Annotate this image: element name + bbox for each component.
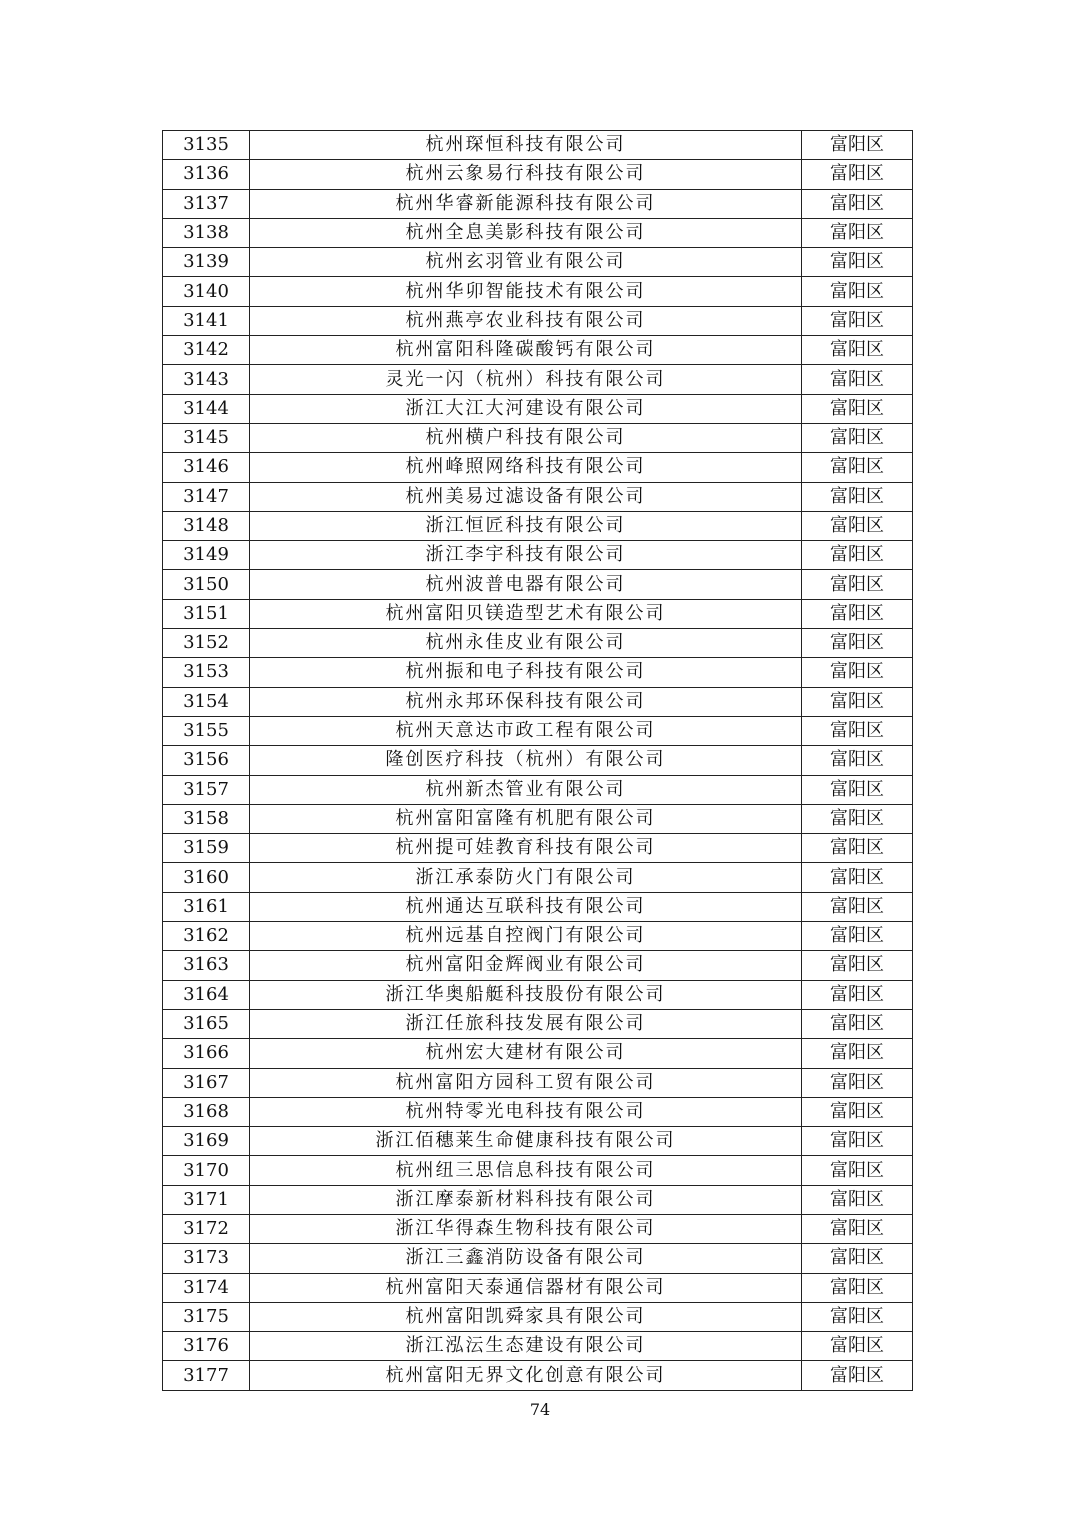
row-number: 3136: [163, 160, 250, 189]
district-name: 富阳区: [802, 511, 913, 540]
company-name: 杭州通达互联科技有限公司: [250, 892, 802, 921]
row-number: 3144: [163, 394, 250, 423]
table-row: [163, 1273, 913, 1302]
table-row: [163, 1332, 913, 1361]
row-number: 3138: [163, 218, 250, 247]
district-name: 富阳区: [802, 394, 913, 423]
district-name: 富阳区: [802, 1214, 913, 1243]
table-row: [163, 1302, 913, 1331]
table-row: [163, 863, 913, 892]
table-row: [163, 1214, 913, 1243]
company-name: 杭州玄羽管业有限公司: [250, 248, 802, 277]
company-name: 浙江泓沄生态建设有限公司: [250, 1332, 802, 1361]
district-name: 富阳区: [802, 248, 913, 277]
company-list-body: [163, 131, 913, 1391]
row-number: 3158: [163, 804, 250, 833]
company-name: 杭州华卯智能技术有限公司: [250, 277, 802, 306]
company-name: 杭州富阳科隆碳酸钙有限公司: [250, 336, 802, 365]
row-number: 3148: [163, 511, 250, 540]
row-number: 3166: [163, 1039, 250, 1068]
table-row: [163, 980, 913, 1009]
district-name: 富阳区: [802, 1009, 913, 1038]
table-row: [163, 218, 913, 247]
row-number: 3145: [163, 423, 250, 452]
district-name: 富阳区: [802, 863, 913, 892]
table-row: [163, 306, 913, 335]
row-number: 3163: [163, 951, 250, 980]
company-name: 杭州新杰管业有限公司: [250, 775, 802, 804]
row-number: 3174: [163, 1273, 250, 1302]
row-number: 3168: [163, 1097, 250, 1126]
company-name: 杭州富阳富隆有机肥有限公司: [250, 804, 802, 833]
district-name: 富阳区: [802, 1127, 913, 1156]
table-row: [163, 687, 913, 716]
row-number: 3167: [163, 1068, 250, 1097]
company-name: 杭州永佳皮业有限公司: [250, 629, 802, 658]
district-name: 富阳区: [802, 834, 913, 863]
row-number: 3160: [163, 863, 250, 892]
table-row: [163, 1244, 913, 1273]
table-row: [163, 365, 913, 394]
table-row: [163, 453, 913, 482]
row-number: 3162: [163, 922, 250, 951]
district-name: 富阳区: [802, 131, 913, 160]
row-number: 3147: [163, 482, 250, 511]
company-name: 杭州永邦环保科技有限公司: [250, 687, 802, 716]
company-name: 浙江大江大河建设有限公司: [250, 394, 802, 423]
company-list-table: [162, 130, 913, 1391]
district-name: 富阳区: [802, 336, 913, 365]
district-name: 富阳区: [802, 453, 913, 482]
row-number: 3141: [163, 306, 250, 335]
row-number: 3142: [163, 336, 250, 365]
company-name: 浙江三鑫消防设备有限公司: [250, 1244, 802, 1273]
table-row: [163, 658, 913, 687]
table-row: [163, 160, 913, 189]
table-row: [163, 336, 913, 365]
district-name: 富阳区: [802, 716, 913, 745]
table-row: [163, 1361, 913, 1390]
table-row: [163, 951, 913, 980]
row-number: 3155: [163, 716, 250, 745]
district-name: 富阳区: [802, 160, 913, 189]
table-row: [163, 892, 913, 921]
row-number: 3159: [163, 834, 250, 863]
table-row: [163, 1068, 913, 1097]
row-number: 3143: [163, 365, 250, 394]
district-name: 富阳区: [802, 423, 913, 452]
company-name: 杭州远基自控阀门有限公司: [250, 922, 802, 951]
table-row: [163, 277, 913, 306]
district-name: 富阳区: [802, 1361, 913, 1390]
district-name: 富阳区: [802, 541, 913, 570]
company-name: 浙江李宇科技有限公司: [250, 541, 802, 570]
company-name: 灵光一闪（杭州）科技有限公司: [250, 365, 802, 394]
table-row: [163, 775, 913, 804]
row-number: 3169: [163, 1127, 250, 1156]
company-name: 杭州云象易行科技有限公司: [250, 160, 802, 189]
company-name: 杭州天意达市政工程有限公司: [250, 716, 802, 745]
district-name: 富阳区: [802, 892, 913, 921]
district-name: 富阳区: [802, 775, 913, 804]
company-name: 杭州振和电子科技有限公司: [250, 658, 802, 687]
company-name: 杭州提可娃教育科技有限公司: [250, 834, 802, 863]
district-name: 富阳区: [802, 922, 913, 951]
row-number: 3153: [163, 658, 250, 687]
row-number: 3175: [163, 1302, 250, 1331]
district-name: 富阳区: [802, 482, 913, 511]
table-row: [163, 599, 913, 628]
row-number: 3151: [163, 599, 250, 628]
table-row: [163, 423, 913, 452]
row-number: 3176: [163, 1332, 250, 1361]
district-name: 富阳区: [802, 804, 913, 833]
company-name: 杭州华睿新能源科技有限公司: [250, 189, 802, 218]
company-name: 杭州富阳无界文化创意有限公司: [250, 1361, 802, 1390]
district-name: 富阳区: [802, 687, 913, 716]
table-row: [163, 541, 913, 570]
district-name: 富阳区: [802, 1039, 913, 1068]
district-name: 富阳区: [802, 218, 913, 247]
district-name: 富阳区: [802, 1244, 913, 1273]
row-number: 3146: [163, 453, 250, 482]
district-name: 富阳区: [802, 570, 913, 599]
row-number: 3139: [163, 248, 250, 277]
table-row: [163, 834, 913, 863]
district-name: 富阳区: [802, 658, 913, 687]
row-number: 3150: [163, 570, 250, 599]
row-number: 3172: [163, 1214, 250, 1243]
district-name: 富阳区: [802, 951, 913, 980]
row-number: 3137: [163, 189, 250, 218]
row-number: 3154: [163, 687, 250, 716]
row-number: 3140: [163, 277, 250, 306]
district-name: 富阳区: [802, 1302, 913, 1331]
company-name: 杭州富阳天泰通信器材有限公司: [250, 1273, 802, 1302]
table-row: [163, 922, 913, 951]
district-name: 富阳区: [802, 746, 913, 775]
table-row: [163, 511, 913, 540]
table-row: [163, 482, 913, 511]
table-row: [163, 1009, 913, 1038]
district-name: 富阳区: [802, 980, 913, 1009]
table-row: [163, 131, 913, 160]
table-row: [163, 804, 913, 833]
company-name: 浙江华奥船艇科技股份有限公司: [250, 980, 802, 1009]
row-number: 3171: [163, 1185, 250, 1214]
company-name: 杭州美易过滤设备有限公司: [250, 482, 802, 511]
company-name: 杭州富阳贝镁造型艺术有限公司: [250, 599, 802, 628]
district-name: 富阳区: [802, 1156, 913, 1185]
district-name: 富阳区: [802, 365, 913, 394]
table-row: [163, 1156, 913, 1185]
district-name: 富阳区: [802, 1332, 913, 1361]
company-name: 杭州特零光电科技有限公司: [250, 1097, 802, 1126]
row-number: 3157: [163, 775, 250, 804]
company-name: 浙江佰穗莱生命健康科技有限公司: [250, 1127, 802, 1156]
row-number: 3135: [163, 131, 250, 160]
company-name: 杭州横户科技有限公司: [250, 423, 802, 452]
company-name: 杭州琛恒科技有限公司: [250, 131, 802, 160]
company-name: 杭州宏大建材有限公司: [250, 1039, 802, 1068]
row-number: 3164: [163, 980, 250, 1009]
district-name: 富阳区: [802, 1185, 913, 1214]
table-row: [163, 570, 913, 599]
company-name: 杭州富阳金辉阀业有限公司: [250, 951, 802, 980]
row-number: 3170: [163, 1156, 250, 1185]
company-name: 浙江华得森生物科技有限公司: [250, 1214, 802, 1243]
row-number: 3156: [163, 746, 250, 775]
company-name: 浙江承泰防火门有限公司: [250, 863, 802, 892]
table-row: [163, 189, 913, 218]
company-name: 杭州纽三思信息科技有限公司: [250, 1156, 802, 1185]
company-name: 杭州富阳凯舜家具有限公司: [250, 1302, 802, 1331]
company-name: 杭州峰照网络科技有限公司: [250, 453, 802, 482]
row-number: 3177: [163, 1361, 250, 1390]
company-name: 杭州波普电器有限公司: [250, 570, 802, 599]
table-row: [163, 1039, 913, 1068]
table-row: [163, 629, 913, 658]
page-number: 74: [529, 1400, 551, 1419]
district-name: 富阳区: [802, 1097, 913, 1126]
district-name: 富阳区: [802, 599, 913, 628]
company-name: 浙江任旅科技发展有限公司: [250, 1009, 802, 1038]
row-number: 3173: [163, 1244, 250, 1273]
row-number: 3165: [163, 1009, 250, 1038]
company-name: 浙江摩泰新材料科技有限公司: [250, 1185, 802, 1214]
table-row: [163, 1097, 913, 1126]
table-row: [163, 248, 913, 277]
row-number: 3152: [163, 629, 250, 658]
table-row: [163, 716, 913, 745]
district-name: 富阳区: [802, 1068, 913, 1097]
district-name: 富阳区: [802, 1273, 913, 1302]
company-name: 杭州燕亭农业科技有限公司: [250, 306, 802, 335]
company-name: 杭州全息美影科技有限公司: [250, 218, 802, 247]
district-name: 富阳区: [802, 189, 913, 218]
company-name: 杭州富阳方园科工贸有限公司: [250, 1068, 802, 1097]
table-row: [163, 1127, 913, 1156]
company-name: 浙江恒匠科技有限公司: [250, 511, 802, 540]
district-name: 富阳区: [802, 277, 913, 306]
table-row: [163, 394, 913, 423]
table-row: [163, 746, 913, 775]
district-name: 富阳区: [802, 306, 913, 335]
district-name: 富阳区: [802, 629, 913, 658]
table-row: [163, 1185, 913, 1214]
company-name: 隆创医疗科技（杭州）有限公司: [250, 746, 802, 775]
row-number: 3161: [163, 892, 250, 921]
row-number: 3149: [163, 541, 250, 570]
